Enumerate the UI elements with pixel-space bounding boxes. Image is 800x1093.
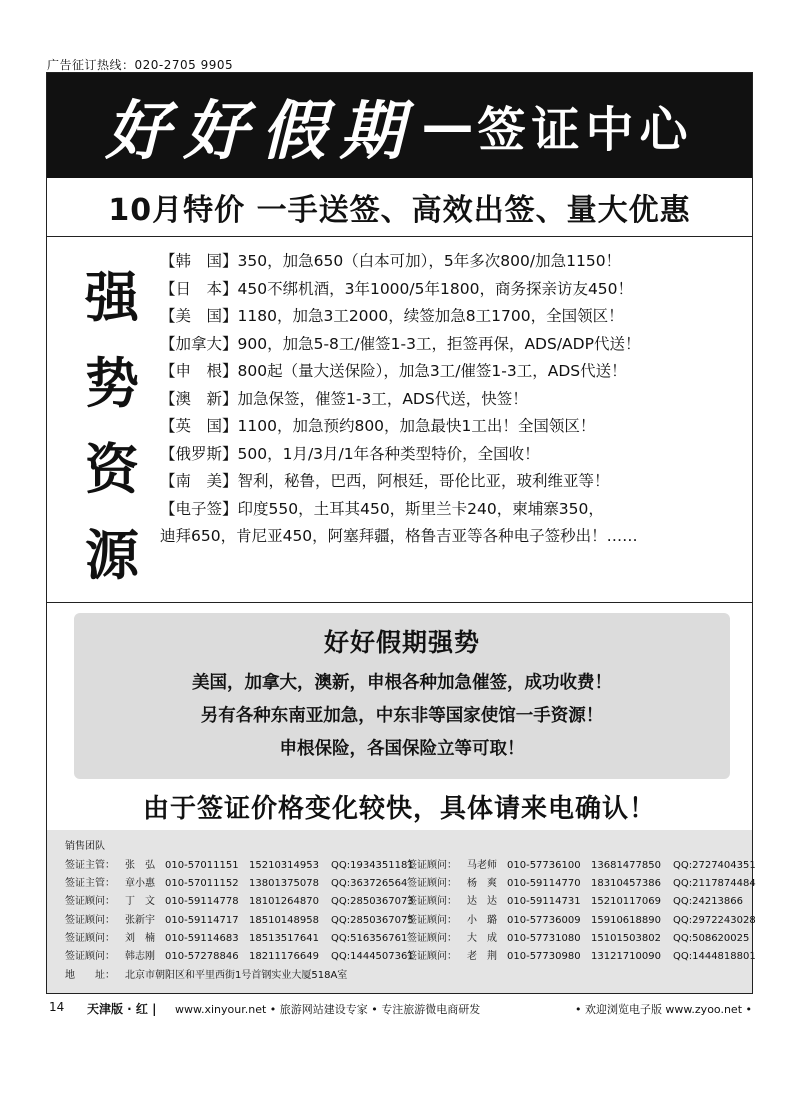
visa-detail: 智利，秘鲁，巴西，阿根廷，哥伦比亚，玻利维亚等！ bbox=[237, 472, 610, 490]
banner-brand: 好好假期 bbox=[105, 93, 418, 169]
footer-slogan: www.xinyour.net • 旅游网站建设专家 • 专注旅游微电商研发 bbox=[175, 1003, 481, 1016]
member-qq: QQ:1444818801 bbox=[673, 950, 756, 962]
member-name: 刘 楠 bbox=[125, 932, 155, 944]
member-tel: 010-57736100 bbox=[507, 860, 581, 871]
member-mobile: 13681477850 bbox=[591, 860, 661, 871]
member-name: 马老师 bbox=[467, 860, 497, 871]
team-member bbox=[65, 875, 414, 893]
visa-row bbox=[160, 331, 750, 359]
member-mobile: 15910618890 bbox=[591, 914, 661, 926]
visa-detail: 900，加急5-8工/催签1-3工，拒签再保，ADS/ADP代送！ bbox=[237, 334, 641, 353]
member-mobile: 13801375078 bbox=[249, 878, 319, 890]
team-title: 销售团队 bbox=[65, 841, 105, 852]
member-name: 韩志刚 bbox=[125, 950, 155, 962]
promo-line: 申根保险，各国保险立等可取！ bbox=[279, 739, 525, 759]
member-name: 大 成 bbox=[467, 932, 497, 944]
member-role: 签证顾问： bbox=[65, 914, 115, 926]
address-label: 地 址： bbox=[65, 970, 115, 981]
member-tel: 010-57278846 bbox=[165, 950, 239, 962]
team-member bbox=[407, 875, 756, 893]
sales-team bbox=[47, 830, 756, 993]
member-qq: QQ:2117874484 bbox=[673, 878, 756, 890]
promo-box bbox=[74, 613, 730, 779]
visa-detail: 350，加急650（白本可加），5年多次800/加急1150！ bbox=[237, 252, 622, 270]
visa-row bbox=[160, 276, 750, 304]
member-mobile: 13121710090 bbox=[591, 950, 661, 962]
member-role: 签证顾问： bbox=[407, 932, 457, 944]
visa-detail: 1180，加急3工2000，续签加急8工1700，全国领区！ bbox=[237, 307, 624, 325]
team-member bbox=[65, 930, 414, 948]
member-mobile: 18101264870 bbox=[249, 896, 319, 908]
member-qq: QQ:2972243028 bbox=[673, 914, 756, 926]
team-member bbox=[407, 912, 756, 930]
vertical-title bbox=[82, 254, 142, 598]
member-mobile: 18513517641 bbox=[249, 932, 319, 944]
promo-line: 美国，加拿大，澳新，申根各种加急催签，成功收费！ bbox=[192, 673, 612, 693]
member-name: 丁 文 bbox=[125, 896, 155, 908]
member-mobile: 15210314953 bbox=[249, 860, 319, 871]
member-name: 张 弘 bbox=[125, 860, 155, 871]
visa-detail: 500，1月/3月/1年各种类型特价，全国收！ bbox=[237, 444, 540, 463]
page-number: 14 bbox=[49, 1000, 65, 1014]
member-qq: QQ:2850367075 bbox=[331, 914, 414, 926]
member-qq: QQ:2850367073 bbox=[331, 896, 414, 908]
visa-country: 【美 国】 bbox=[160, 307, 238, 325]
visa-country: 【日 本】 bbox=[160, 279, 238, 298]
visa-price-list bbox=[160, 248, 750, 551]
member-name: 张新宇 bbox=[125, 914, 155, 926]
member-role: 签证顾问： bbox=[407, 878, 457, 890]
member-role: 签证顾问： bbox=[407, 914, 457, 926]
section-divider bbox=[47, 602, 752, 603]
team-member bbox=[407, 948, 756, 966]
banner-subtitle: 签证中心 bbox=[477, 102, 694, 158]
promo-title: 好好假期强势 bbox=[323, 628, 480, 657]
visa-country: 【加拿大】 bbox=[160, 334, 238, 353]
visa-row bbox=[160, 248, 750, 276]
page-footer bbox=[47, 1000, 752, 1016]
member-mobile: 18510148958 bbox=[249, 914, 319, 926]
visa-country: 【申 根】 bbox=[160, 362, 238, 380]
member-tel: 010-59114731 bbox=[507, 896, 581, 908]
visa-row bbox=[160, 468, 750, 496]
member-name: 老 荆 bbox=[467, 950, 497, 962]
team-column-left bbox=[65, 857, 414, 966]
team-member bbox=[65, 893, 414, 911]
visa-detail: 印度550，土耳其450，斯里兰卡240，柬埔寨350， bbox=[237, 499, 604, 518]
visa-row bbox=[160, 303, 750, 331]
member-role: 签证顾问： bbox=[407, 950, 457, 962]
member-tel: 010-59114770 bbox=[507, 878, 581, 890]
member-role: 签证顾问： bbox=[407, 860, 457, 871]
visa-country: 【电子签】 bbox=[160, 499, 238, 518]
member-qq: QQ:1444507361 bbox=[331, 950, 414, 962]
edition-label: 天津版 · 红 | bbox=[87, 1002, 157, 1016]
member-role: 签证顾问： bbox=[65, 896, 115, 908]
member-name: 杨 爽 bbox=[467, 878, 497, 890]
member-qq: QQ:363726564 bbox=[331, 878, 408, 890]
footer-website: • 欢迎浏览电子版 www.zyoo.net • bbox=[574, 1003, 752, 1016]
member-role: 签证顾问： bbox=[65, 950, 115, 962]
vertical-title-char: 源 bbox=[85, 523, 139, 587]
member-role: 签证顾问： bbox=[65, 932, 115, 944]
visa-detail: 加急保签，催签1-3工，ADS代送，快签！ bbox=[237, 389, 528, 408]
member-mobile: 15210117069 bbox=[591, 896, 661, 908]
member-qq: QQ:1934351181 bbox=[331, 860, 414, 871]
vertical-title-char: 资 bbox=[85, 437, 139, 501]
member-mobile: 18211176649 bbox=[249, 950, 319, 962]
team-column-right bbox=[407, 857, 756, 966]
visa-row bbox=[160, 441, 750, 469]
vertical-title-char: 强 bbox=[85, 265, 139, 329]
member-tel: 010-59114717 bbox=[165, 914, 239, 926]
member-role: 签证主管： bbox=[65, 860, 115, 871]
member-qq: QQ:508620025 bbox=[673, 932, 750, 944]
visa-row bbox=[160, 413, 750, 441]
headline: 10月特价 一手送签、高效出签、量大优惠 bbox=[47, 178, 752, 237]
address-text: 北京市朝阳区和平里西街1号首钢实业大厦518A室 bbox=[125, 970, 348, 981]
visa-country: 【英 国】 bbox=[160, 417, 238, 435]
member-tel: 010-59114683 bbox=[165, 932, 239, 944]
member-tel: 010-57011152 bbox=[165, 878, 239, 890]
member-qq: QQ:516356761 bbox=[331, 932, 408, 944]
banner bbox=[47, 73, 752, 178]
visa-row-continuation: 迪拜650，肯尼亚450，阿塞拜疆，格鲁吉亚等各种电子签秒出！…… bbox=[160, 527, 638, 545]
promo-line: 另有各种东南亚加急，中东非等国家使馆一手资源！ bbox=[200, 706, 604, 726]
member-name: 章小惠 bbox=[125, 878, 155, 890]
visa-country: 【俄罗斯】 bbox=[160, 444, 238, 463]
visa-detail: 450不绑机酒，3年1000/5年1800，商务探亲访友450！ bbox=[237, 279, 634, 298]
team-member bbox=[407, 857, 756, 875]
member-tel: 010-57011151 bbox=[165, 860, 239, 871]
visa-country: 【韩 国】 bbox=[160, 252, 238, 270]
visa-detail: 1100，加急预约800，加急最快1工出！全国领区！ bbox=[237, 417, 596, 435]
team-address bbox=[65, 966, 347, 981]
team-member bbox=[407, 893, 756, 911]
member-tel: 010-57731080 bbox=[507, 932, 581, 944]
member-name: 达 达 bbox=[467, 896, 497, 908]
team-member bbox=[65, 857, 414, 875]
ad-hotline: 广告征订热线：020-2705 9905 bbox=[47, 58, 234, 72]
member-qq: QQ:2727404351 bbox=[673, 860, 756, 871]
vertical-title-char: 势 bbox=[85, 351, 139, 415]
member-name: 小 璐 bbox=[467, 914, 497, 926]
member-role: 签证顾问： bbox=[407, 896, 457, 908]
team-member bbox=[407, 930, 756, 948]
member-qq: QQ:24213866 bbox=[673, 896, 744, 908]
visa-row bbox=[160, 358, 750, 386]
member-tel: 010-57736009 bbox=[507, 914, 581, 926]
team-member bbox=[65, 948, 414, 966]
team-member bbox=[65, 912, 414, 930]
member-tel: 010-57730980 bbox=[507, 950, 581, 962]
member-tel: 010-59114778 bbox=[165, 896, 239, 908]
member-mobile: 15101503802 bbox=[591, 932, 661, 944]
visa-country: 【南 美】 bbox=[160, 472, 238, 490]
visa-row bbox=[160, 386, 750, 414]
visa-detail: 800起（量大送保险），加急3工/催签1-3工，ADS代送！ bbox=[237, 362, 627, 380]
banner-dash: — bbox=[421, 95, 474, 156]
price-notice: 由于签证价格变化较快，具体请来电确认！ bbox=[142, 794, 656, 824]
member-mobile: 18310457386 bbox=[591, 878, 661, 890]
visa-row bbox=[160, 496, 750, 524]
visa-country: 【澳 新】 bbox=[160, 389, 238, 408]
member-role: 签证主管： bbox=[65, 878, 115, 890]
